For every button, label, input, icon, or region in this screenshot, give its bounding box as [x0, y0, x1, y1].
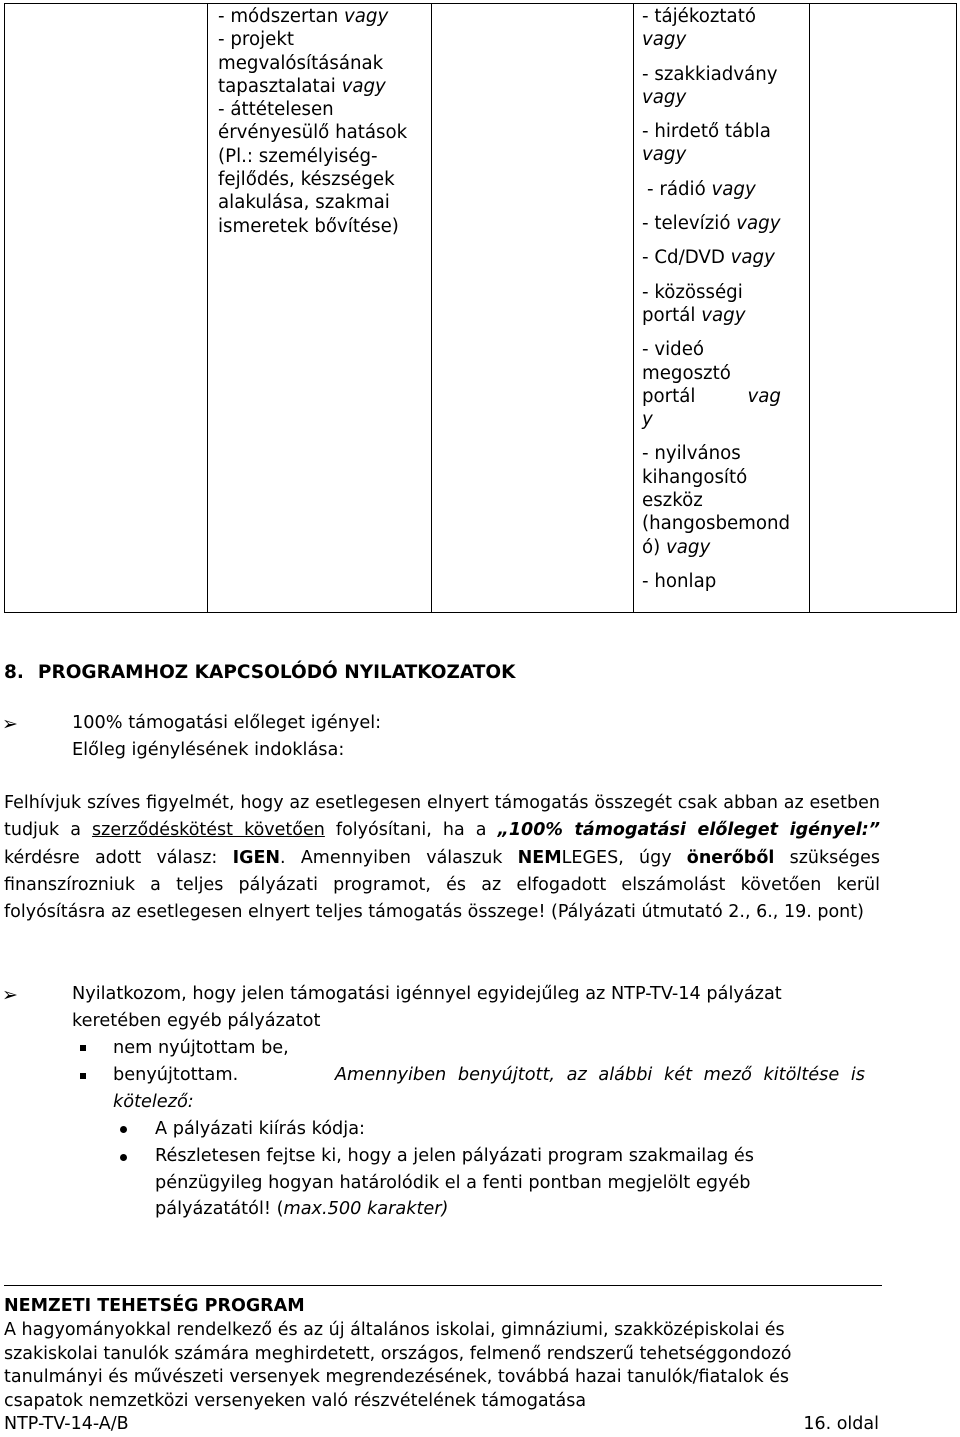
square-bullet-icon: [80, 1073, 86, 1079]
section-heading: 8. PROGRAMHOZ KAPCSOLÓDÓ NYILATKOZATOK: [4, 662, 516, 683]
document-code: NTP-TV-14-A/B: [4, 1414, 129, 1434]
arrow-bullet-icon: ➢: [2, 984, 18, 1006]
field-delimitation: Részletesen fejtse ki, hogy a jelen pályázati program szakmailag és pénzügyileg hogyan határolódik el a fenti pontban megjelölt egyéb pályázatától! (max.500 karakter): [155, 1146, 754, 1220]
media-item: - közösségi portál vagy: [642, 281, 746, 326]
effects-cell: - módszertan vagy - projekt megvalósításának tapasztalatai vagy - áttételesen érvényesülő hatások (Pl.: személyiség- fejlődés, készségek alakulása, szakmai ismeretek bővítése): [218, 6, 408, 237]
table-divider: [207, 4, 208, 612]
media-item: - videó megosztó portál vag y: [642, 339, 781, 431]
media-item: - Cd/DVD vagy: [642, 247, 775, 269]
media-item: - nyilvános kihangosító eszköz (hangosbemond ó) vagy: [642, 443, 791, 558]
bullet-icon: [120, 1126, 127, 1133]
declaration-text: Nyilatkozom, hogy jelen támogatási igénnyel egyidejűleg az NTP-TV-14 pályázat keretében egyéb pályázatot: [72, 984, 782, 1031]
media-item: - hirdető tábla vagy: [642, 121, 771, 166]
media-item: - tájékoztató vagy: [642, 6, 756, 51]
page-number: 16. oldal: [803, 1414, 879, 1434]
media-item: - honlap: [642, 570, 717, 592]
media-item: - televízió vagy: [642, 213, 781, 235]
advance-request: 100% támogatási előleget igényel: Előleg igénylésének indoklása:: [72, 713, 382, 760]
square-bullet-icon: [80, 1045, 86, 1051]
footer-description: A hagyományokkal rendelkező és az új általános iskolai, gimnáziumi, szakközépiskolai és szakiskolai tanulók számára meghirdetett, országos, felmenő rendszerű tehetséggondozó tanulmányi és művészeti versenyek megrendezésének, továbbá hazai tanulók/fiatalok és csapatok nemzetközi versenyeken való részvételének támogatása: [4, 1320, 792, 1411]
table-divider: [431, 4, 432, 612]
media-item: - szakkiadvány vagy: [642, 63, 778, 108]
table-divider: [633, 4, 634, 612]
option-not-submitted: nem nyújtottam be,: [113, 1038, 289, 1058]
field-call-code: A pályázati kiírás kódja:: [155, 1119, 365, 1139]
media-cell: [642, 5, 810, 593]
footer-rule: [4, 1285, 882, 1286]
bullet-icon: [120, 1154, 127, 1161]
footer-bottom: [4, 1413, 879, 1437]
footer-title: NEMZETI TEHETSÉG PROGRAM: [4, 1296, 305, 1316]
media-item: - rádió vagy: [647, 178, 756, 200]
continued-table: [4, 3, 957, 613]
advance-notice: Felhívjuk szíves figyelmét, hogy az esetlegesen elnyert támogatás összegét csak abban az esetben tudjuk a szerződéskötést követően folyósítani, ha a „100% támogatási előleget igényel:” kérdésre adott válasz: IGEN. Amennyiben válaszuk NEMLEGES, úgy önerőből szükséges finanszírozniuk a teljes pályázati programot, és az elfogadott elszámolást követően kerül folyósításra az esetlegesen elnyert teljes támogatás összege! (Pályázati útmutató 2., 6., 19. pont): [4, 793, 881, 923]
option-submitted: benyújtottam. Amennyiben benyújtott, az alábbi két mező kitöltése is kötelező:: [113, 1065, 865, 1112]
arrow-bullet-icon: ➢: [2, 713, 18, 735]
